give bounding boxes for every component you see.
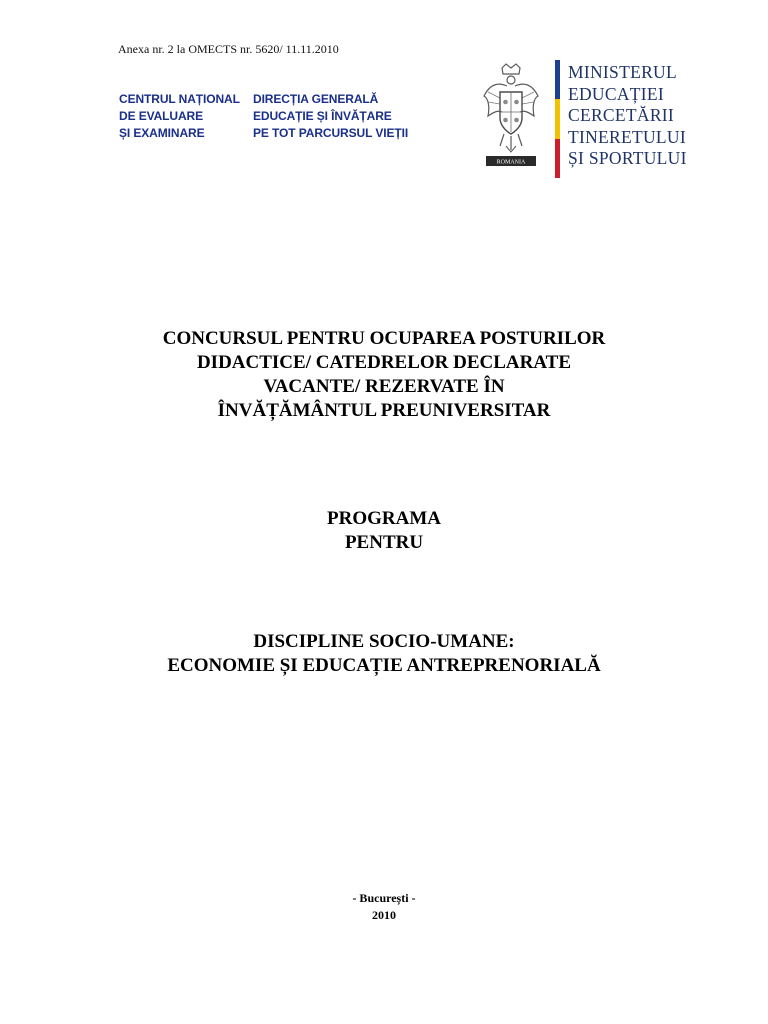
program-heading bbox=[0, 507, 768, 555]
document-title bbox=[0, 327, 768, 423]
program-line: PENTRU bbox=[344, 532, 424, 553]
discipline-line: DISCIPLINE SOCIO-UMANE: bbox=[253, 631, 515, 652]
ministry-line: TINERETULUI bbox=[568, 126, 686, 147]
ministry-line: ȘI SPORTULUI bbox=[568, 148, 687, 169]
institution-cnee bbox=[119, 91, 240, 142]
flag-stripe-red bbox=[555, 139, 560, 178]
program-line: PROGRAMA bbox=[327, 508, 441, 529]
svg-text:ROMANIA: ROMANIA bbox=[496, 159, 526, 166]
institution-line: DIRECȚIA GENERALĂ bbox=[253, 92, 379, 106]
institution-line: DE EVALUARE bbox=[119, 109, 204, 123]
institution-line: PE TOT PARCURSUL VIEȚII bbox=[253, 126, 409, 140]
discipline-line: ECONOMIE ȘI EDUCAȚIE ANTREPRENORIALĂ bbox=[167, 655, 601, 676]
institution-line: EDUCAȚIE ȘI ÎNVĂȚARE bbox=[253, 109, 392, 123]
title-line: VACANTE/ REZERVATE ÎN bbox=[263, 376, 505, 397]
institution-line: CENTRUL NAȚIONAL bbox=[119, 92, 240, 106]
document-footer bbox=[0, 890, 768, 924]
flag-stripe-blue bbox=[555, 60, 560, 99]
ministry-line: EDUCAȚIEI bbox=[568, 83, 665, 104]
ministry-line: MINISTERUL bbox=[568, 62, 677, 82]
ministry-name bbox=[568, 62, 687, 170]
flag-stripe-yellow bbox=[555, 99, 560, 138]
institution-line: ȘI EXAMINARE bbox=[119, 126, 205, 140]
annex-reference: Anexa nr. 2 la OMECTS nr. 5620/ 11.11.2010 bbox=[118, 42, 339, 56]
ministry-line: CERCETĂRII bbox=[568, 105, 675, 126]
title-line: ÎNVĂȚĂMÂNTUL PREUNIVERSITAR bbox=[217, 400, 551, 421]
footer-year: 2010 bbox=[372, 908, 396, 922]
title-line: CONCURSUL PENTRU OCUPAREA POSTURILOR bbox=[162, 328, 606, 349]
discipline-heading bbox=[0, 630, 768, 678]
title-line: DIDACTICE/ CATEDRELOR DECLARATE bbox=[196, 352, 572, 373]
institution-dgeitpv bbox=[253, 91, 408, 142]
footer-city: - București - bbox=[352, 891, 416, 905]
romanian-coat-of-arms-icon bbox=[480, 62, 542, 174]
romanian-flag-stripe bbox=[555, 60, 560, 178]
